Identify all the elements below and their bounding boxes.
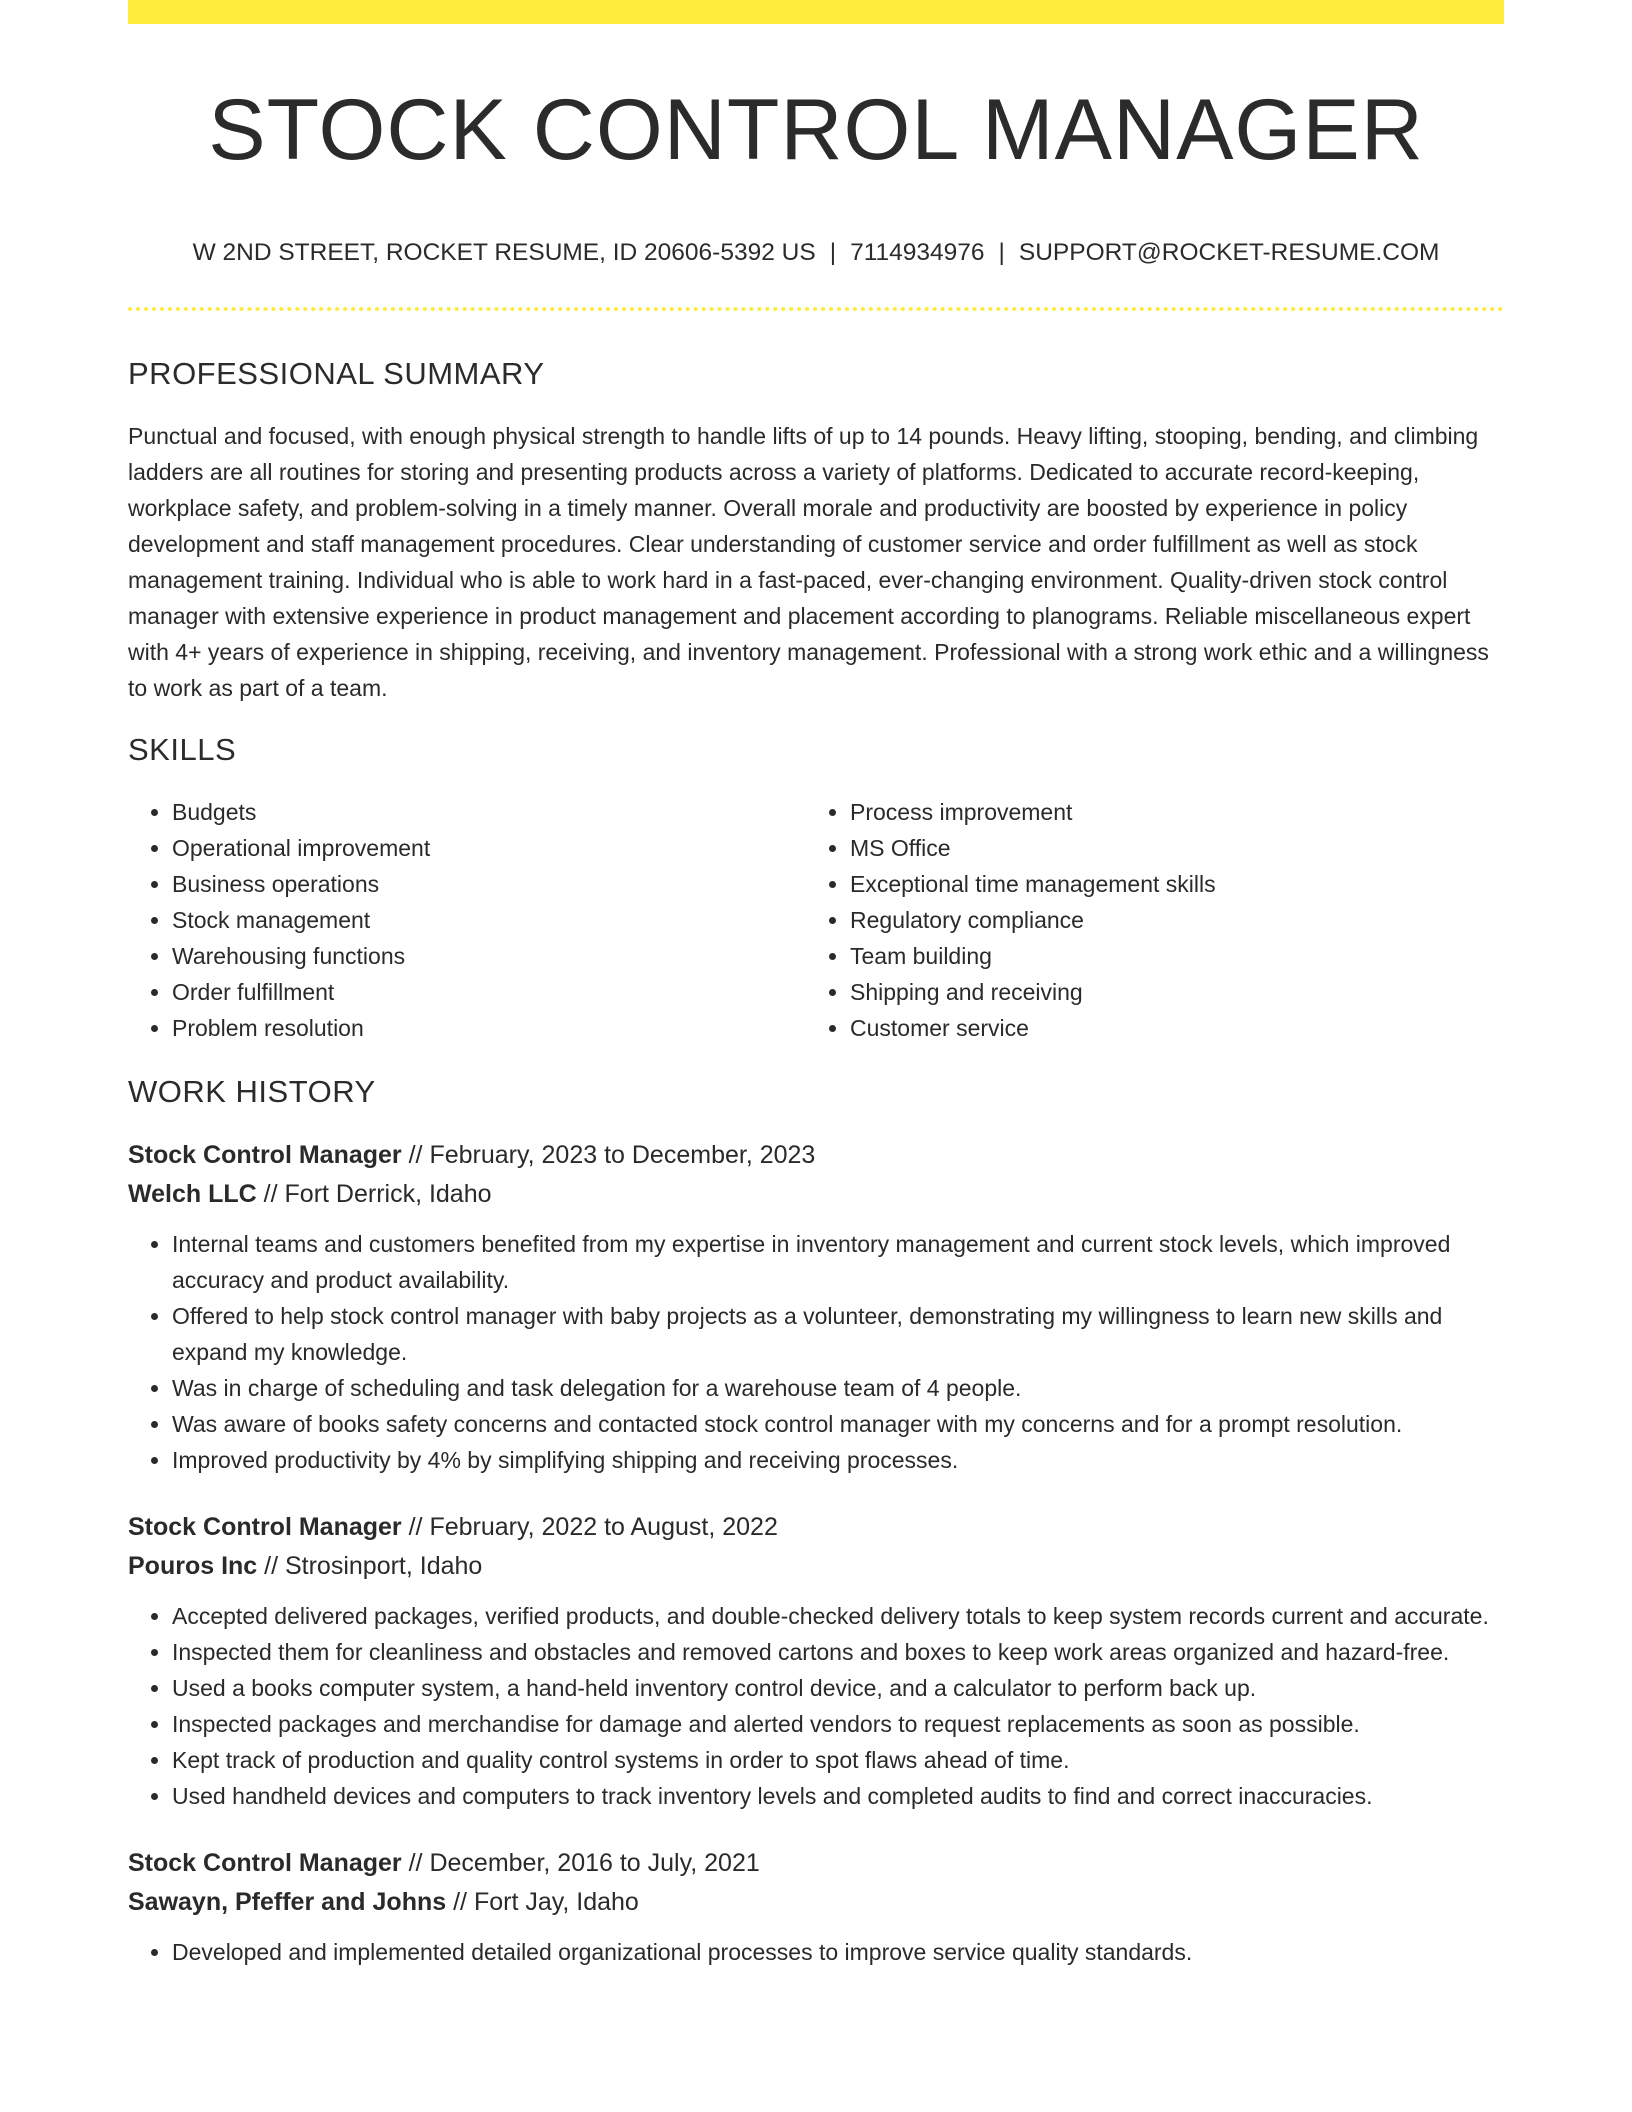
resume-content (128, 350, 1504, 2000)
skill-item: • Problem resolution (172, 1010, 806, 1046)
job-entry (128, 1508, 1504, 1814)
skill-item: • Exceptional time management skills (850, 866, 1484, 902)
contact-separator: | (829, 239, 837, 266)
skill-item: • Stock management (172, 902, 806, 938)
job-bullet: • Used handheld devices and computers to track inventory levels and completed audits to find and correct inaccuracies. (172, 1778, 1504, 1814)
job-title: Stock Control Manager (128, 1849, 402, 1877)
resume-title: STOCK CONTROL MANAGER (208, 82, 1424, 178)
skill-item: • Shipping and receiving (850, 974, 1484, 1010)
job-entry (128, 1136, 1504, 1478)
skill-item: • Process improvement (850, 794, 1484, 830)
skills-list-right (806, 794, 1484, 1046)
job-title-line: Stock Control Manager // February, 2022 to August, 2022 (128, 1513, 778, 1541)
job-title-line: Stock Control Manager // December, 2016 to July, 2021 (128, 1849, 760, 1877)
job-dates: February, 2023 to December, 2023 (429, 1141, 816, 1169)
skill-item: • Regulatory compliance (850, 902, 1484, 938)
job-location: Strosinport, Idaho (284, 1552, 483, 1580)
job-bullet: • Developed and implemented detailed organizational processes to improve service quality standards. (172, 1934, 1504, 1970)
work-history-heading: WORK HISTORY (128, 1074, 376, 1109)
job-bullet: • Inspected them for cleanliness and obstacles and removed cartons and boxes to keep work areas organized and hazard-free. (172, 1634, 1504, 1670)
skill-item: • Order fulfillment (172, 974, 806, 1010)
address: W 2ND STREET, ROCKET RESUME, ID 20606-5392 US (192, 239, 816, 266)
skill-item: • MS Office (850, 830, 1484, 866)
job-bullets (128, 1934, 1504, 1970)
job-bullet: • Was aware of books safety concerns and contacted stock control manager with my concerns and for a prompt resolution. (172, 1406, 1504, 1442)
summary-section (128, 350, 1504, 706)
skills-columns (128, 794, 1504, 1046)
job-bullet: • Improved productivity by 4% by simplifying shipping and receiving processes. (172, 1442, 1504, 1478)
email: SUPPORT@ROCKET-RESUME.COM (1018, 239, 1440, 266)
skill-item: • Budgets (172, 794, 806, 830)
contact-line (128, 236, 1504, 270)
skills-heading: SKILLS (128, 732, 237, 767)
job-company: Welch LLC (128, 1180, 257, 1208)
job-location: Fort Jay, Idaho (473, 1888, 639, 1916)
job-company-line: Welch LLC // Fort Derrick, Idaho (128, 1180, 492, 1208)
job-company: Pouros Inc (128, 1552, 258, 1580)
job-title-line: Stock Control Manager // February, 2023 to December, 2023 (128, 1141, 816, 1169)
skill-item: • Team building (850, 938, 1484, 974)
phone: 7114934976 (850, 239, 985, 266)
job-dates: December, 2016 to July, 2021 (429, 1849, 760, 1877)
skill-item: • Customer service (850, 1010, 1484, 1046)
job-company: Sawayn, Pfeffer and Johns (128, 1888, 447, 1916)
job-location: Fort Derrick, Idaho (284, 1180, 492, 1208)
dotted-divider (128, 307, 1504, 311)
skills-list-left (128, 794, 806, 1046)
summary-text: Punctual and focused, with enough physical strength to handle lifts of up to 14 pounds. Heavy lifting, stooping, bending, and climbing ladders are all routines for storing and presenting products across a variety of platforms. Dedicated to accurate record-keeping, workplace safety, and problem-solving in a timely manner. Overall morale and productivity are boosted by experience in policy development and staff management procedures. Clear understanding of customer service and order fulfillment as well as stock management training. Individual who is able to work hard in a fast-paced, ever-changing environment. Quality-driven stock control manager with extensive experience in product management and placement according to planograms. Reliable miscellaneous expert with 4+ years of experience in shipping, receiving, and inventory management. Professional with a strong work ethic and a willingness to work as part of a team. (128, 423, 1489, 701)
contact-separator: | (998, 239, 1005, 266)
job-company-line: Pouros Inc // Strosinport, Idaho (128, 1552, 483, 1580)
job-bullet: • Inspected packages and merchandise for damage and alerted vendors to request replacements as soon as possible. (172, 1706, 1504, 1742)
job-bullets (128, 1598, 1504, 1814)
summary-heading: PROFESSIONAL SUMMARY (128, 356, 545, 391)
job-bullet: • Offered to help stock control manager with baby projects as a volunteer, demonstrating my willingness to learn new skills and expand my knowledge. (172, 1298, 1504, 1370)
job-bullet: • Kept track of production and quality control systems in order to spot flaws ahead of time. (172, 1742, 1504, 1778)
job-dates: February, 2022 to August, 2022 (429, 1513, 778, 1541)
accent-bar (128, 0, 1504, 24)
job-company-line: Sawayn, Pfeffer and Johns // Fort Jay, Idaho (128, 1888, 639, 1916)
skill-item: • Operational improvement (172, 830, 806, 866)
job-bullet: • Internal teams and customers benefited from my expertise in inventory management and current stock levels, which improved accuracy and product availability. (172, 1226, 1504, 1298)
job-entry (128, 1844, 1504, 1970)
skill-item: • Business operations (172, 866, 806, 902)
job-title: Stock Control Manager (128, 1141, 402, 1169)
work-history-section (128, 1068, 1504, 1970)
skill-item: • Warehousing functions (172, 938, 806, 974)
job-bullet: • Was in charge of scheduling and task delegation for a warehouse team of 4 people. (172, 1370, 1504, 1406)
job-title: Stock Control Manager (128, 1513, 402, 1541)
job-bullets (128, 1226, 1504, 1478)
skills-section (128, 726, 1504, 1046)
job-bullet: • Accepted delivered packages, verified products, and double-checked delivery totals to keep system records current and accurate. (172, 1598, 1504, 1634)
job-bullet: • Used a books computer system, a hand-held inventory control device, and a calculator to perform back up. (172, 1670, 1504, 1706)
